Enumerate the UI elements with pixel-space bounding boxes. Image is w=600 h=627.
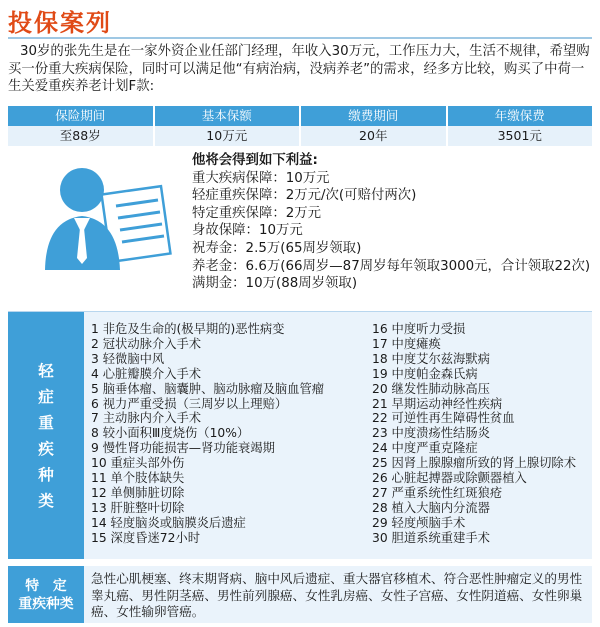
list-item: 24 中度严重克隆症 xyxy=(372,441,478,456)
special-diseases-panel xyxy=(8,566,592,623)
title-divider xyxy=(8,37,592,39)
list-item: 16 中度听力受损 xyxy=(372,322,466,336)
mild-diseases-label: 轻 症 重 疾 种 类 xyxy=(8,312,84,559)
list-item: 10 重症头部外伤 xyxy=(91,456,185,471)
policy-value-row xyxy=(8,126,592,146)
benefits-section xyxy=(192,152,590,293)
list-item: 17 中度瘫痪 xyxy=(372,336,441,351)
header-annual-premium: 年缴保费 xyxy=(448,106,593,126)
benefit-item: 身故保障：10万元 xyxy=(192,223,303,239)
list-item: 22 可逆性再生障碍性贫血 xyxy=(372,411,515,426)
benefit-item: 养老金：6.6万(66周岁—87周岁每年领取3000元，合计领取22次) xyxy=(192,258,591,274)
benefit-item: 满期金：10万(88周岁领取) xyxy=(192,276,358,292)
policy-header-row xyxy=(8,106,592,126)
special-diseases-text: 急性心肌梗塞、终末期肾病、脑中风后遗症、重大器官移植术、符合恶性肿瘤定义的男性睾丸癌、男性阴茎癌、男性前列腺癌、女性乳房癌、女性子宫癌、女性阴道癌、女性卵巢癌、女性输卵管癌。 xyxy=(91,571,583,619)
list-item: 18 中度艾尔兹海默病 xyxy=(372,351,490,366)
list-item: 27 严重系统性红斑狼疮 xyxy=(372,485,503,500)
list-item: 19 中度帕金森氏病 xyxy=(372,366,478,381)
header-payment-period: 缴费期间 xyxy=(301,106,448,126)
list-item: 5 脑垂体瘤、脑囊肿、脑动脉瘤及脑血管瘤 xyxy=(91,381,325,396)
list-item: 2 冠状动脉介入手术 xyxy=(91,336,202,351)
benefit-item: 轻症重疾保障：2万元/次(可赔付两次) xyxy=(192,188,417,204)
mild-diseases-panel xyxy=(8,311,592,559)
list-item: 11 单个肢体缺失 xyxy=(91,471,185,486)
list-item: 29 轻度颅脑手术 xyxy=(372,515,466,530)
list-item: 8 较小面积Ⅲ度烧伤（10%） xyxy=(91,426,250,441)
list-item: 6 视力严重受损（三周岁以上理赔） xyxy=(91,396,288,411)
case-intro: 30岁的张先生是在一家外资企业任部门经理，年收入30万元，工作压力大，生活不规律，希望购买一份重大疾病保险，同时可以满足他“有病治病，没病养老”的需求，经多方比较，购买了中荷一生关爱重疾养老计划F款: xyxy=(8,44,590,94)
list-item: 25 因肾上腺腺瘤所致的肾上腺切除术 xyxy=(372,456,577,471)
list-item: 26 心脏起搏器或除颤器植入 xyxy=(372,471,527,486)
header-insurance-period: 保险期间 xyxy=(8,106,155,126)
list-item: 14 轻度脑炎或脑膜炎后遗症 xyxy=(91,515,246,530)
list-item: 12 单侧肺脏切除 xyxy=(91,485,185,500)
list-item: 23 中度溃疡性结肠炎 xyxy=(372,426,490,441)
benefit-item: 重大疾病保障：10万元 xyxy=(192,170,330,186)
benefit-item: 特定重疾保障：2万元 xyxy=(192,205,322,221)
list-item: 9 慢性肾功能损害—肾功能衰竭期 xyxy=(91,441,275,456)
list-item: 28 植入大脑内分流器 xyxy=(372,500,490,515)
list-item: 15 深度昏迷72小时 xyxy=(91,530,200,545)
policy-table xyxy=(8,106,592,146)
list-item: 13 肝脏整叶切除 xyxy=(91,500,185,515)
list-item: 30 胆道系统重建手术 xyxy=(372,530,490,545)
disease-list-left xyxy=(91,322,324,546)
disease-list-right xyxy=(372,322,576,546)
benefit-item: 祝寿金：2.5万(65周岁领取) xyxy=(192,240,362,256)
businessman-document-icon xyxy=(40,162,180,272)
list-item: 3 轻微脑中风 xyxy=(91,351,165,366)
header-sum-insured: 基本保额 xyxy=(155,106,302,126)
list-item: 21 早期运动神经性疾病 xyxy=(372,396,503,411)
list-item: 4 心脏瓣膜介入手术 xyxy=(91,366,202,381)
value-payment-period: 20年 xyxy=(301,126,448,146)
page-title: 投保案列 xyxy=(8,9,112,37)
value-sum-insured: 10万元 xyxy=(155,126,302,146)
value-insurance-period: 至88岁 xyxy=(8,126,155,146)
benefits-heading: 他将会得到如下利益: xyxy=(192,153,318,168)
list-item: 20 继发性肺动脉高压 xyxy=(372,381,490,396)
list-item: 7 主动脉内介入手术 xyxy=(91,411,202,426)
list-item: 1 非危及生命的(极早期的)恶性病变 xyxy=(91,322,285,336)
value-annual-premium: 3501元 xyxy=(448,126,593,146)
special-diseases-label: 特 定 重疾种类 xyxy=(8,566,84,623)
